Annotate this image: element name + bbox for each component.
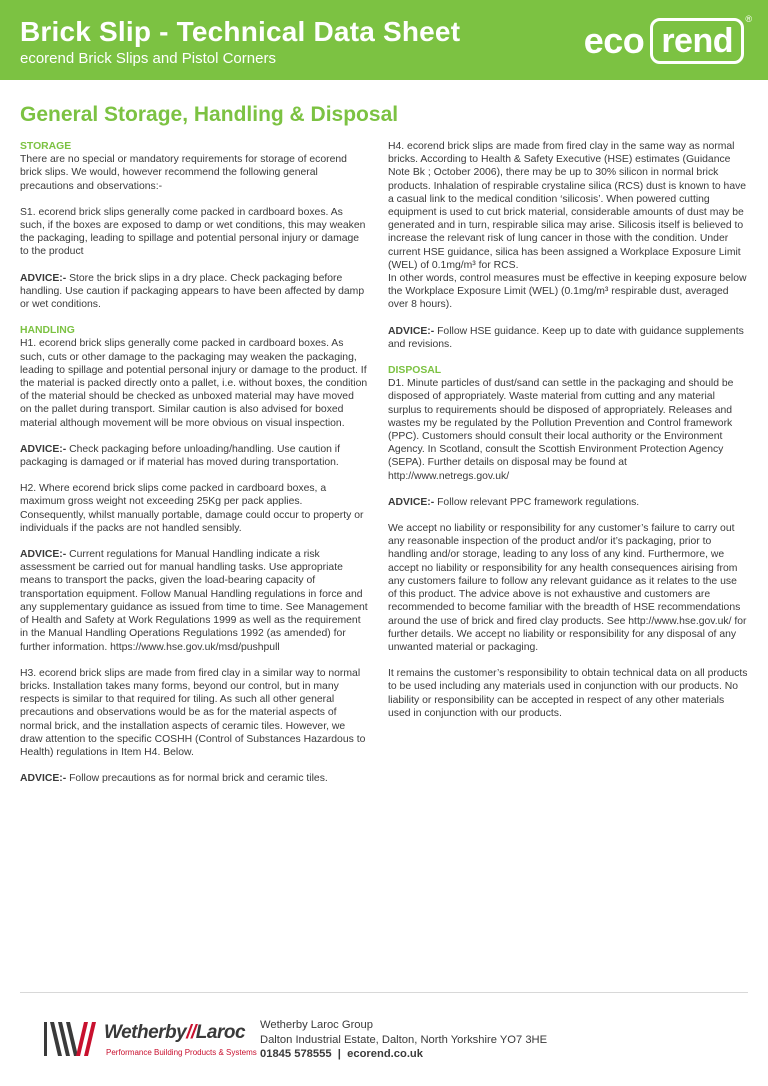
responsibility-paragraph: It remains the customer’s responsibility to obtain technical data on all products to be used including any materials used in conjunction with our products. No liability or responsibility can be accepted in respect of any other materials used in conjunction with our products. [388, 668, 748, 719]
contact-separator: | [337, 1048, 341, 1060]
document-title: Brick Slip - Technical Data Sheet [20, 16, 461, 47]
document-subtitle: ecorend Brick Slips and Pistol Corners [20, 50, 276, 67]
advice-label: ADVICE:- [20, 773, 67, 785]
paragraph-h4-continued: In other words, control measures must be effective in keeping exposure below the Workplace Exposure Limit (WEL) (0.1mg/m³ respirable dust, averaged over 8 hours). [388, 273, 747, 311]
section-title: General Storage, Handling & Disposal [20, 103, 399, 126]
paragraph-h2: H2. Where ecorend brick slips come packed in cardboard boxes, a maximum gross weight not exceeding 25Kg per pack applies. Consequently, whilst manually portable, damage could occur to property or individuals if the packs are not handled sensibly. [20, 483, 364, 534]
wetherby-laroc-mark-icon [42, 1020, 102, 1058]
advice-d1 [388, 496, 748, 509]
contact-block [260, 1018, 547, 1062]
wetherby-laroc-logo [42, 1020, 257, 1060]
header-banner [0, 0, 768, 80]
advice-label: ADVICE:- [20, 272, 67, 284]
advice-h3 [20, 772, 368, 785]
phone-number: 01845 578555 [260, 1048, 332, 1060]
advice-text: Current regulations for Manual Handling indicate a risk assessment be carried out for manual handling tasks. Use appropriate means to transport the packs, given the load-bearing capacity of transportation equipment. Follow Manual Handling regulations in force and any supplementary guidance as issued from time to time. See Management of Health and Safety at Work Regulations 1999 as well as the requirement in the Manual Handling Operations Regulations 1992 (as amended) for further information. https://www.hse.gov.uk/msd/pushpull [20, 549, 368, 653]
logo-rend-text: rend [650, 18, 744, 64]
advice-label: ADVICE:- [388, 496, 435, 508]
advice-text: Check packaging before unloading/handling. Use caution if packaging is damaged or if material has moved during transportation. [20, 443, 340, 469]
paragraph-h1: H1. ecorend brick slips generally come packed in cardboard boxes. As such, cuts or other damage to the packaging may weaken the packaging, leading to spillage and potential personal injury or damage to the product. If the material is packed directly onto a pallet, i.e. without boxes, the condition of the material should be checked as unboxed material may have moved on the pallet during transport. Similar caution is also advised for boxed material although movement will be more obvious on visual inspection. [20, 338, 368, 429]
website-link[interactable]: ecorend.co.uk [347, 1048, 423, 1060]
advice-s1 [20, 272, 368, 312]
advice-label: ADVICE:- [388, 325, 435, 337]
disposal-heading: DISPOSAL [388, 365, 442, 377]
paragraph-d1: D1. Minute particles of dust/sand can settle in the packaging and should be disposed of appropriately. Waste material from cutting and any material surplus to requirements should be disposed of appropriately. Releases and wastes my be regulated by the Pollution Prevention and Control framework (PPC). Customers should consult their local authority or the Environment Agency. In Scotland, consult the Scottish Environment Protection Agency (SEPA). Further details on disposal may be found at http://www.netregs.gov.uk/ [388, 378, 734, 482]
brand-name-second: Laroc [195, 1022, 246, 1043]
left-column [20, 140, 368, 798]
brand-slash: // [186, 1022, 196, 1043]
footer-divider [20, 992, 748, 993]
handling-heading: HANDLING [20, 325, 75, 337]
brand-tagline: Performance Building Products & Systems [106, 1048, 257, 1057]
storage-heading: STORAGE [20, 141, 72, 152]
advice-text: Follow precautions as for normal brick and ceramic tiles. [66, 773, 328, 785]
advice-h1 [20, 443, 368, 469]
advice-label: ADVICE:- [20, 443, 67, 455]
logo-registered-mark: ® [745, 14, 752, 24]
advice-text: Store the brick slips in a dry place. Check packaging before handling. Use caution if packaging appears to have been affected by damp or wet conditions. [20, 272, 365, 311]
brand-name [104, 1022, 245, 1044]
paragraph-h4: H4. ecorend brick slips are made from fired clay in the same way as normal bricks. According to Health & Safety Executive (HSE) estimates (Guidance Note Bk ; October 2006), there may be up to 30% silicon in normal brick products. Inhalation of respirable crystaline silica (RCS) dust is known to have a casual link to the medical condition ‘silicosis’. When powered cutting equipment is used to cut brick material, considerable amounts of dust may be generated and in turn, respirable silica may arise. Silicosis itself is believed to increase the relevant risk of lung cancer in those with the condition. Under current HSE guidance, silica has been assigned a Workplace Exposure Limit (WEL) of 0.1mg/m³ for RCS. [388, 141, 747, 271]
company-address: Dalton Industrial Estate, Dalton, North Yorkshire YO7 3HE [260, 1033, 548, 1046]
liability-paragraph: We accept no liability or responsibility for any customer’s failure to carry out any reasonable inspection of the product and/or it’s packaging, prior to handling and/or storage, leading to any loss of any kind. Furthermore, we accept no liability or responsibility for any health consequences airising from any customers failure to follow any relevant guidance as it relates to the use of this product. The advice above is not exhaustive and customers are recommended to become familiar with the breadth of HSE recommendations around the use of brick and fired clay products. See http://www.hse.gov.uk/ for further details. We accept no liability or responsibility for any disposal of any unwanted material or packaging. [388, 523, 747, 653]
ecorend-logo [583, 14, 752, 64]
paragraph-h3: H3. ecorend brick slips are made from fired clay in a similar way to normal bricks. Installation takes many forms, beyond our control, but in many respects is similar to that required for tiling. As such all other general precautions and observations would be as for the material aspects of normal brick, and the installation aspects of ceramic tiles. However, we draw attention to the specific COSHH (Control of Substances Hazardous to Health) regulations in Item H4. Below. [20, 667, 366, 758]
logo-eco-text: eco [583, 20, 645, 61]
advice-label: ADVICE:- [20, 549, 67, 561]
advice-h2 [20, 548, 368, 654]
advice-text: Follow relevant PPC framework regulations. [434, 496, 640, 508]
storage-intro: There are no special or mandatory requirements for storage of ecorend brick slips. We would, however recommend the following general precautions and observations:- [20, 154, 347, 192]
advice-text: Follow HSE guidance. Keep up to date with guidance supplements and revisions. [388, 325, 744, 350]
contact-line [260, 1047, 547, 1062]
right-column [388, 140, 748, 733]
paragraph-s1: S1. ecorend brick slips generally come packed in cardboard boxes. As such, if the boxes are exposed to damp or wet conditions, this may weaken the packaging, leading to spillage and potential personal injury or damage to the product [20, 206, 366, 258]
brand-name-first: Wetherby [104, 1022, 187, 1043]
advice-h4 [388, 325, 748, 351]
company-name: Wetherby Laroc Group [260, 1019, 373, 1031]
